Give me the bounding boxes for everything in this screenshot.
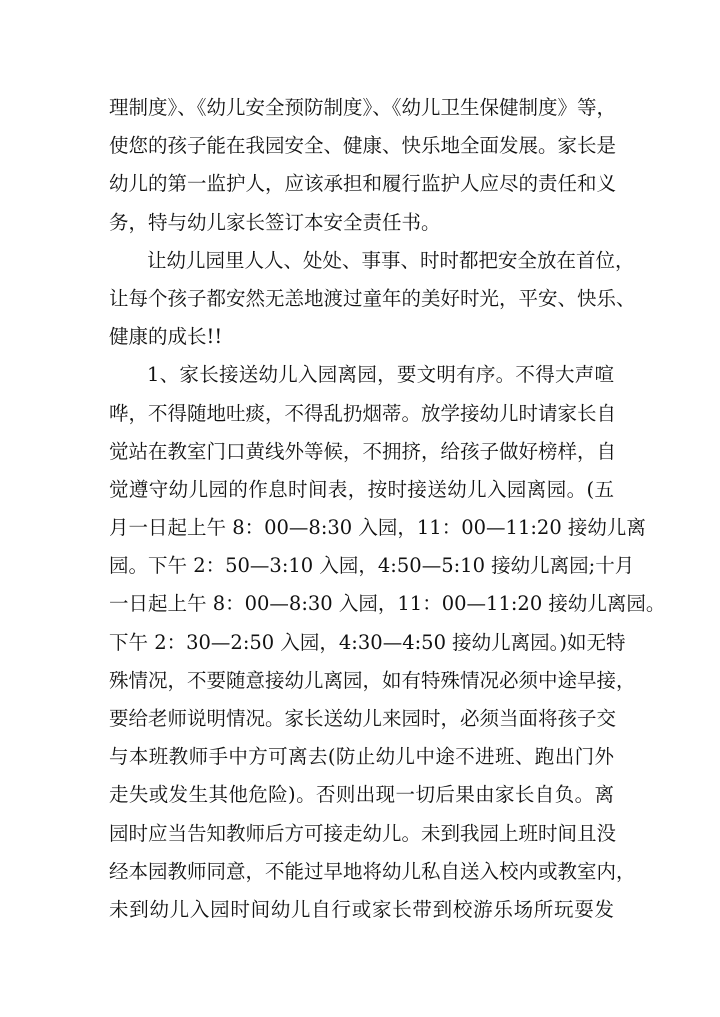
- text-line: 月一日起上午 8：00—8:30 入园，11：00—11:20 接幼儿离: [109, 516, 646, 540]
- text-line: 走失或发生其他危险)。否则出现一切后果由家长自负。离: [109, 783, 614, 807]
- paragraph-3: [109, 356, 666, 929]
- text-line: 殊情况，不要随意接幼儿离园，如有特殊情况必须中途早接，: [109, 668, 636, 692]
- text-line: 健康的成长!!: [109, 325, 223, 349]
- text-line: 觉遵守幼儿园的作息时间表，按时接送幼儿入园离园。(五: [109, 477, 614, 501]
- text-line: 未到幼儿入园时间幼儿自行或家长带到校游乐场所玩耍发: [109, 897, 614, 921]
- text-line: 哗，不得随地吐痰，不得乱扔烟蒂。放学接幼儿时请家长自: [109, 401, 617, 425]
- text-line: 与本班教师手中方可离去(防止幼儿中途不进班、跑出门外: [109, 745, 614, 769]
- text-line: 园。下午 2：50—3:10 入园，4:50—5:10 接幼儿离园;十月: [109, 554, 635, 578]
- text-line: 1、家长接送幼儿入园离园，要文明有序。不得大声喧: [147, 363, 614, 387]
- text-line: 使您的孩子能在我园安全、健康、快乐地全面发展。家长是: [109, 134, 617, 158]
- text-line: 要给老师说明情况。家长送幼儿来园时，必须当面将孩子交: [109, 707, 617, 730]
- document-body: [109, 89, 666, 929]
- text-line: 经本园教师同意，不能过早地将幼儿私自送入校内或教室内，: [109, 859, 636, 883]
- text-line: 觉站在教室门口黄线外等候，不拥挤，给孩子做好榜样，自: [109, 439, 617, 463]
- paragraph-2: [109, 242, 636, 357]
- text-line: 下午 2：30—2:50 入园，4:30—4:50 接幼儿离园。)如无特: [109, 630, 626, 654]
- text-line: 让幼儿园里人人、处处、事事、时时都把安全放在首位，: [147, 248, 635, 272]
- paragraph-1: [109, 89, 617, 242]
- text-line: 务，特与幼儿家长签订本安全责任书。: [109, 210, 441, 234]
- text-line: 理制度》、《幼儿安全预防制度》、《幼儿卫生保健制度》等，: [109, 96, 617, 119]
- text-line: 一日起上午 8：00—8:30 入园，11：00—11:20 接幼儿离园。: [109, 592, 666, 616]
- text-line: 幼儿的第一监护人，应该承担和履行监护人应尽的责任和义: [109, 172, 617, 196]
- text-line: 园时应当告知教师后方可接走幼儿。未到我园上班时间且没: [109, 821, 617, 845]
- text-line: 让每个孩子都安然无恙地渡过童年的美好时光，平安、快乐、: [109, 286, 636, 310]
